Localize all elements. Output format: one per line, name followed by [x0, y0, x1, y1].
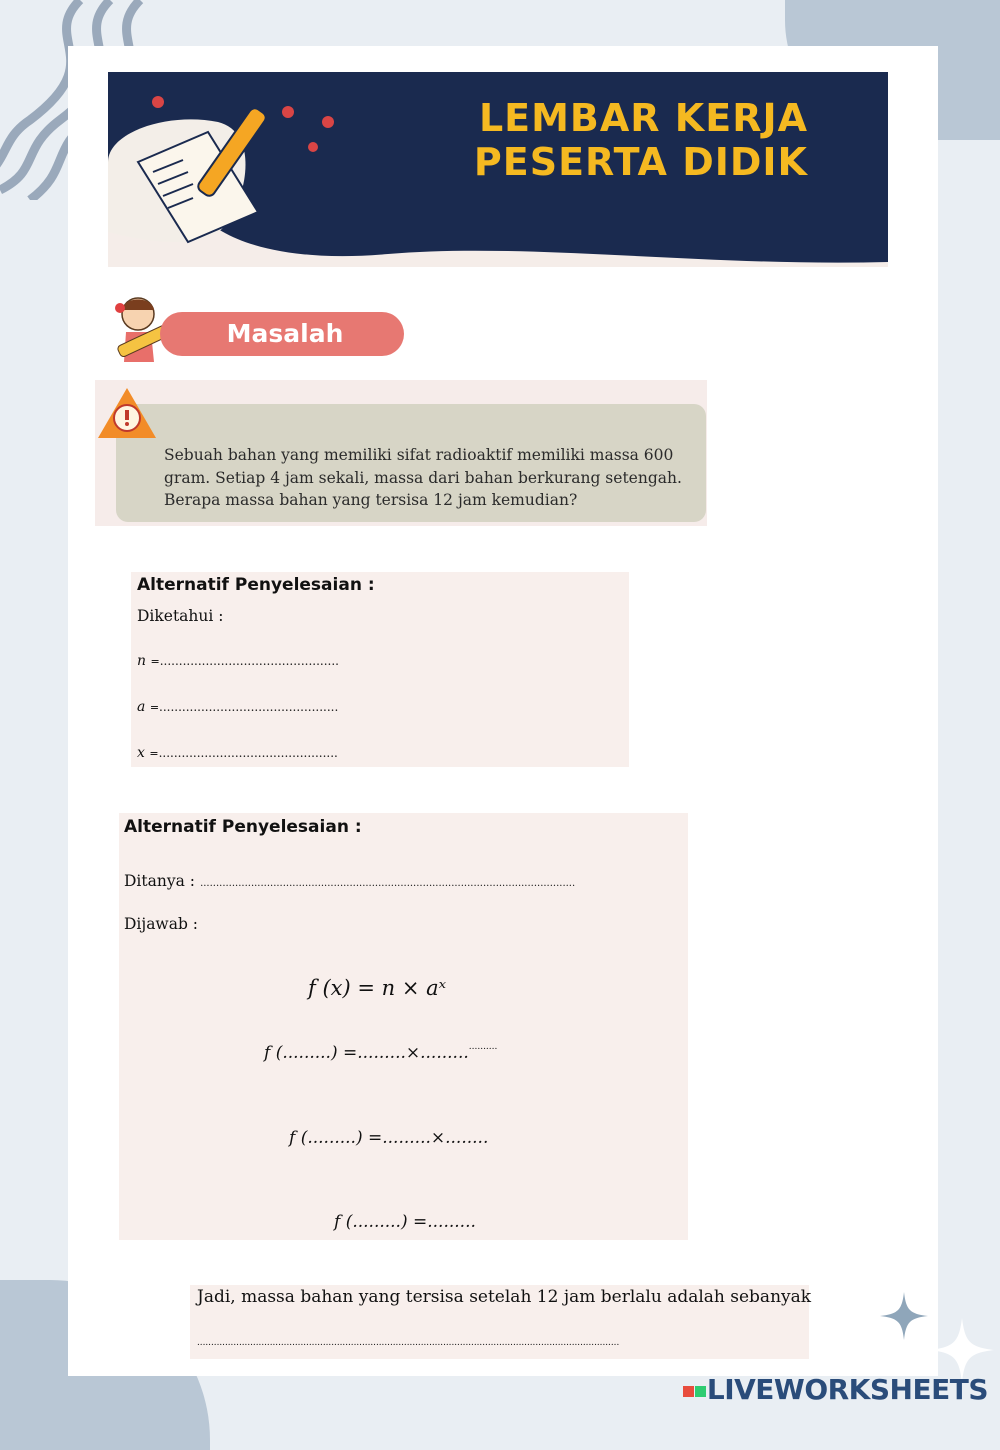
equals-sign: =: [149, 747, 159, 760]
liveworksheets-logo: [683, 1373, 988, 1406]
logo-square-icon: [695, 1386, 706, 1397]
step1-expression-input[interactable]: f (.........) =.........×.........: [264, 1043, 469, 1063]
sparkle-icon: [878, 1290, 930, 1342]
blank-x-input[interactable]: ...............................................: [158, 746, 338, 760]
variable-n: n: [137, 653, 147, 669]
conclusion-text: Jadi, massa bahan yang tersisa setelah 12 jam berlalu adalah sebanyak: [197, 1287, 812, 1307]
panel1-heading: Alternatif Penyelesaian :: [137, 575, 375, 595]
panel2-heading: Alternatif Penyelesaian :: [124, 817, 362, 837]
formula: f (x) = n × aˣ: [308, 976, 447, 1000]
warning-icon: [96, 386, 158, 442]
variable-a: a: [137, 699, 146, 715]
conclusion-blank-input[interactable]: .......................................................................................................................................................: [197, 1338, 620, 1348]
asked-blank-input[interactable]: ......................................................................................................................: [200, 878, 576, 889]
logo-square-icon: [683, 1386, 694, 1397]
step3-expression-input[interactable]: f (.........) =.........: [334, 1212, 476, 1232]
known-label: Diketahui :: [137, 607, 224, 625]
variable-x: x: [137, 745, 145, 761]
answer-label: Dijawab :: [124, 915, 199, 933]
step1: [264, 1042, 497, 1063]
logo-text: LIVEWORKSHEETS: [706, 1373, 988, 1406]
known-row-a: [137, 699, 338, 715]
blank-a-input[interactable]: ...............................................: [159, 700, 339, 714]
known-row-x: [137, 745, 338, 761]
asked-row: [124, 871, 575, 890]
notebook-pen-icon: [128, 102, 298, 252]
banner-title-line2: PESERTA DIDIK: [473, 140, 808, 184]
solution-panel-known: [131, 572, 629, 767]
known-row-n: [137, 653, 339, 669]
header-banner: [108, 72, 888, 267]
problem-text: Sebuah bahan yang memiliki sifat radioaktif memiliki massa 600 gram. Setiap 4 jam sekali, massa dari bahan berkurang setengah. Berapa massa bahan yang tersisa 12 jam kemudian?: [164, 446, 682, 509]
section-label-masalah: Masalah: [160, 312, 404, 356]
banner-title-line1: LEMBAR KERJA: [478, 96, 808, 140]
equals-sign: =: [149, 701, 160, 714]
blank-n-input[interactable]: ...............................................: [159, 654, 339, 668]
equals-sign: =: [150, 655, 160, 668]
step1-exponent-input[interactable]: ..........: [468, 1042, 498, 1052]
asked-label: Ditanya :: [124, 872, 195, 890]
step2-expression-input[interactable]: f (.........) =.........×........: [289, 1128, 489, 1148]
